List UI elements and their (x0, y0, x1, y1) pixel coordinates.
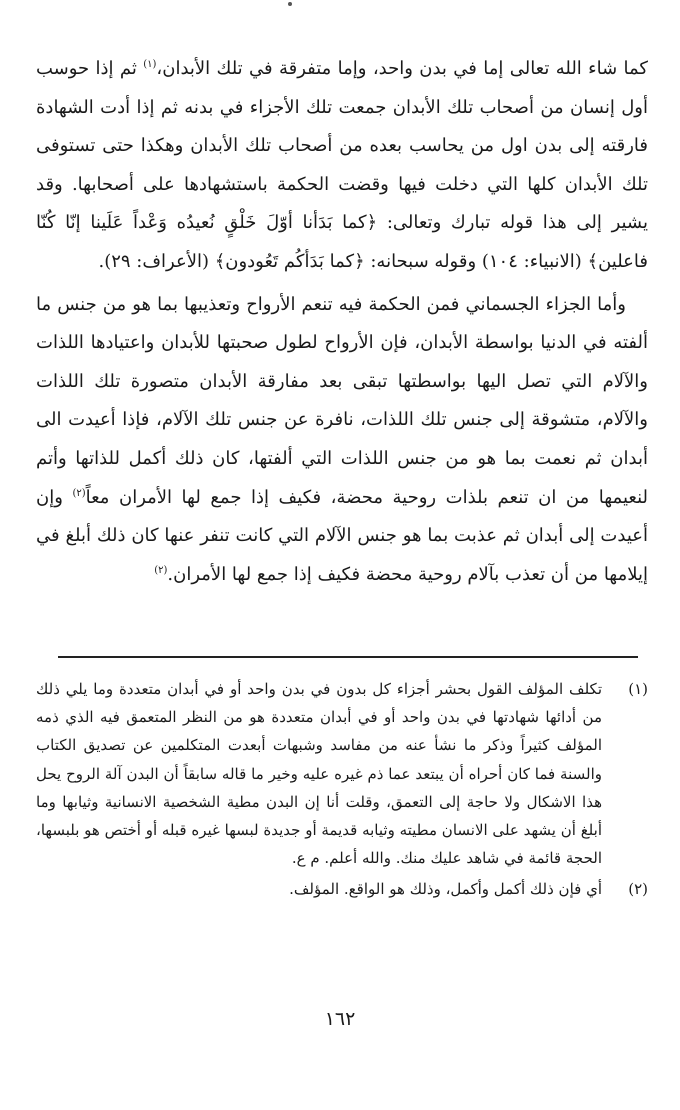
paragraph-1-text-a: كما شاء الله تعالى إما في بدن واحد، وإما متفرقة في تلك الأبدان، (156, 58, 648, 79)
top-dot-mark (288, 2, 292, 6)
footnote-ref-2b[interactable]: (٢) (154, 564, 168, 576)
page-number: ١٦٢ (324, 1008, 356, 1030)
main-text (36, 50, 648, 594)
paragraph-2-text-b: وإن أعيدت إلى أبدان ثم عذبت بما هو جنس الآلام التي كانت تنفر عنها كان ذلك أبلغ في إيلامها من أن تعذب بآلام روحية محضة فكيف إذا جمع لها الأمران. (36, 486, 648, 585)
footnotes-section (36, 675, 648, 904)
paragraph-1-text-b: ثم إذا حوسب أول إنسان من أصحاب تلك الأبدان جمعت تلك الأجزاء في بدنه ثم إذا أدت الشهادة فارقته إلى بدن اول من يحاسب بعده من أصحاب تلك الأبدان وهكذا حتى تستوفى تلك الأبدان كلها التي دخلت فيها وقضت الحكمة باستشهادها على أصحابها. وقد يشير إلى هذا قوله تبارك وتعالى: ﴿كما بَدَأنا أوّلَ خَلْقٍ نُعيدُه وَعْداً عَلَينا إنّا كُنّا فاعلين﴾ (الانبياء: ١٠٤) وقوله سبحانه: ﴿كما بَدَأكُم تَعُودون﴾ (الأعراف: ٢٩). (36, 58, 648, 272)
footnote-2-number: (٢) (628, 880, 648, 899)
footnote-1-text: تكلف المؤلف القول بحشر أجزاء كل بدون في بدن واحد أو في أبدان متعددة وما يلي ذلك من أدائها شهادتها في بدن واحد أو في أبدان متعددة هو من النظر المتعمق فيه الذي ذمه المؤلف كثيراً وذكر ما نشأ عنه من مفاسد وشبهات أبعدت المتكلمين عن تصديق الكتاب والسنة فما كان أحراه أن يبتعد عما ذم غيره عليه وخير ما قاله سابقاً أن البدن آلة الروح يحل هذا الاشكال ولا حاجة إلى التعمق، وقلت أنا إن البدن مطية الشخصية الانسانية وثيابها وما أبلغ أن يشهد على الانسان مطيته وثيابه قديمة أو جديدة لبسها غيره قبله أو أختص هو بلبسها، الحجة قائمة في شاهد عليك منك. والله أعلم. م ع. (36, 680, 602, 868)
body-paragraph-1 (36, 50, 648, 282)
paragraph-2-text-a: وأما الجزاء الجسماني فمن الحكمة فيه تنعم الأرواح وتعذيبها بما هو من جنس ما ألفته في الدنيا بواسطة الأبدان، فإن الأرواح لطول صحبتها للأبدان واعتيادها اللذات والآلام التي تصل اليها بواسطتها تبقى بعد مفارقة الأبدان متصورة تلك اللذات والآلام، متشوقة إلى جنس تلك اللذات، نافرة عن جنس تلك الآلام، فإذا أعيدت الى أبدان ثم نعمت بما هو من جنس اللذات التي ألفتها، كان ذلك أكمل للذاتها وأتم لنعيمها من ان تنعم بلذات روحية محضة، فكيف إذا جمع لها الأمران معاً (36, 293, 648, 508)
footnote-1-number: (١) (628, 680, 648, 698)
footnote-divider (58, 656, 638, 658)
footnote-ref-2a[interactable]: (٢) (72, 487, 86, 499)
footnote-1 (36, 675, 648, 872)
footnote-ref-1[interactable]: (١) (143, 59, 157, 70)
body-paragraph-2 (36, 286, 648, 595)
footnote-2-text: أي فإن ذلك أكمل وأكمل، وذلك هو الواقع. المؤلف. (289, 880, 602, 899)
footnote-2 (36, 875, 648, 903)
